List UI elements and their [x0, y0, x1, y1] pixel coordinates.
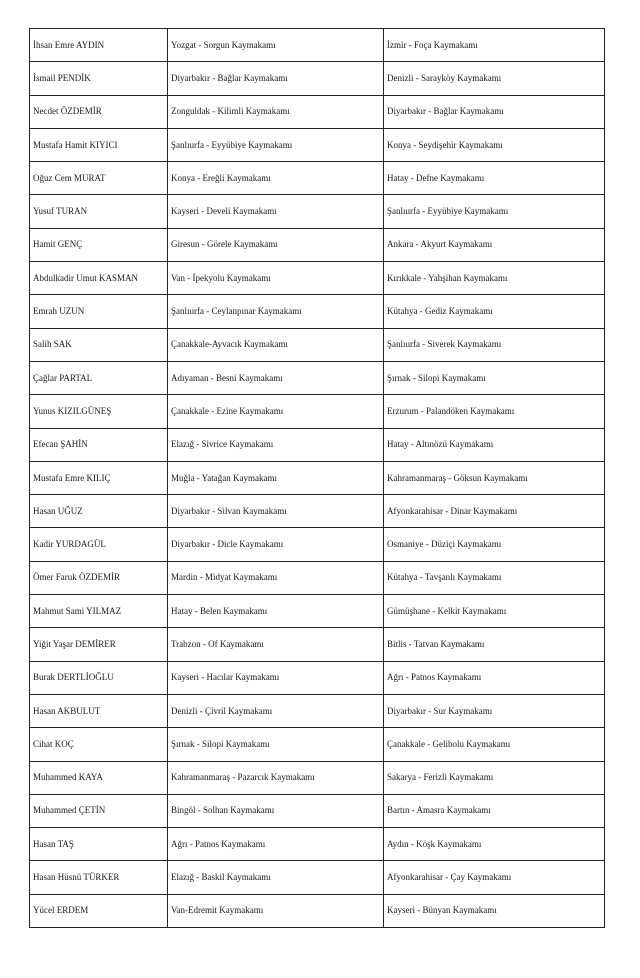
current-post-cell: Çanakkale - Ezine Kaymakamı — [168, 395, 384, 428]
appointments-table-body — [30, 29, 605, 928]
table-row — [30, 195, 605, 228]
table-row — [30, 295, 605, 328]
table-row — [30, 361, 605, 394]
new-post-cell: Sakarya - Ferizli Kaymakamı — [384, 761, 605, 794]
current-post-cell: Şanlıurfa - Eyyübiye Kaymakamı — [168, 128, 384, 161]
new-post-cell: Osmaniye - Düziçi Kaymakamı — [384, 528, 605, 561]
new-post-cell: Konya - Seydişehir Kaymakamı — [384, 128, 605, 161]
person-name-cell: Oğuz Cem MURAT — [30, 162, 168, 195]
table-row — [30, 328, 605, 361]
table-row — [30, 428, 605, 461]
person-name-cell: Ömer Faruk ÖZDEMİR — [30, 561, 168, 594]
person-name-cell: Cihat KOÇ — [30, 728, 168, 761]
new-post-cell: Diyarbakır - Sur Kaymakamı — [384, 694, 605, 727]
new-post-cell: Denizli - Sarayköy Kaymakamı — [384, 62, 605, 95]
current-post-cell: Ağrı - Patnos Kaymakamı — [168, 828, 384, 861]
current-post-cell: Van - İpekyolu Kaymakamı — [168, 262, 384, 295]
table-row — [30, 861, 605, 894]
table-row — [30, 528, 605, 561]
current-post-cell: Trabzon - Of Kaymakamı — [168, 628, 384, 661]
table-row — [30, 794, 605, 827]
current-post-cell: Şırnak - Silopi Kaymakamı — [168, 728, 384, 761]
current-post-cell: Giresun - Görele Kaymakamı — [168, 228, 384, 261]
new-post-cell: Afyonkarahisar - Dinar Kaymakamı — [384, 495, 605, 528]
person-name-cell: Muhammed KAYA — [30, 761, 168, 794]
table-row — [30, 95, 605, 128]
person-name-cell: Mahmut Sami YILMAZ — [30, 595, 168, 628]
person-name-cell: Efecan ŞAHİN — [30, 428, 168, 461]
current-post-cell: Kayseri - Hacılar Kaymakamı — [168, 661, 384, 694]
table-row — [30, 29, 605, 62]
person-name-cell: Yunus KIZILGÜNEŞ — [30, 395, 168, 428]
table-row — [30, 694, 605, 727]
table-row — [30, 661, 605, 694]
person-name-cell: Mustafa Hamit KIYICI — [30, 128, 168, 161]
person-name-cell: Çağlar PARTAL — [30, 361, 168, 394]
new-post-cell: İzmir - Foça Kaymakamı — [384, 29, 605, 62]
current-post-cell: Denizli - Çivril Kaymakamı — [168, 694, 384, 727]
new-post-cell: Hatay - Altınözü Kaymakamı — [384, 428, 605, 461]
table-row — [30, 628, 605, 661]
person-name-cell: Kadir YURDAGÜL — [30, 528, 168, 561]
person-name-cell: Yücel ERDEM — [30, 894, 168, 927]
new-post-cell: Gümüşhane - Kelkit Kaymakamı — [384, 595, 605, 628]
current-post-cell: Kayseri - Develi Kaymakamı — [168, 195, 384, 228]
current-post-cell: Diyarbakır - Dicle Kaymakamı — [168, 528, 384, 561]
person-name-cell: Hasan TAŞ — [30, 828, 168, 861]
new-post-cell: Erzurum - Palandöken Kaymakamı — [384, 395, 605, 428]
table-row — [30, 395, 605, 428]
new-post-cell: Şanlıurfa - Eyyübiye Kaymakamı — [384, 195, 605, 228]
person-name-cell: Mustafa Emre KILIÇ — [30, 461, 168, 494]
new-post-cell: Şırnak - Silopi Kaymakamı — [384, 361, 605, 394]
person-name-cell: Necdet ÖZDEMİR — [30, 95, 168, 128]
current-post-cell: Muğla - Yatağan Kaymakamı — [168, 461, 384, 494]
table-row — [30, 761, 605, 794]
person-name-cell: İhsan Emre AYDIN — [30, 29, 168, 62]
current-post-cell: Diyarbakır - Bağlar Kaymakamı — [168, 62, 384, 95]
current-post-cell: Hatay - Belen Kaymakamı — [168, 595, 384, 628]
table-row — [30, 828, 605, 861]
person-name-cell: Burak DERTLİOĞLU — [30, 661, 168, 694]
current-post-cell: Şanlıurfa - Ceylanpınar Kaymakamı — [168, 295, 384, 328]
current-post-cell: Yozgat - Sorgun Kaymakamı — [168, 29, 384, 62]
current-post-cell: Bingöl - Solhan Kaymakamı — [168, 794, 384, 827]
person-name-cell: Hasan Hüsnü TÜRKER — [30, 861, 168, 894]
table-row — [30, 595, 605, 628]
table-row — [30, 495, 605, 528]
table-row — [30, 62, 605, 95]
table-row — [30, 128, 605, 161]
person-name-cell: İsmail PENDİK — [30, 62, 168, 95]
person-name-cell: Yiğit Yaşar DEMİRER — [30, 628, 168, 661]
new-post-cell: Şanlıurfa - Siverek Kaymakamı — [384, 328, 605, 361]
person-name-cell: Salih SAK — [30, 328, 168, 361]
new-post-cell: Ağrı - Patnos Kaymakamı — [384, 661, 605, 694]
current-post-cell: Mardin - Midyat Kaymakamı — [168, 561, 384, 594]
new-post-cell: Bartın - Amasra Kaymakamı — [384, 794, 605, 827]
new-post-cell: Kırıkkale - Yahşihan Kaymakamı — [384, 262, 605, 295]
person-name-cell: Yusuf TURAN — [30, 195, 168, 228]
new-post-cell: Bitlis - Tatvan Kaymakamı — [384, 628, 605, 661]
table-row — [30, 894, 605, 927]
new-post-cell: Afyonkarahisar - Çay Kaymakamı — [384, 861, 605, 894]
new-post-cell: Hatay - Defne Kaymakamı — [384, 162, 605, 195]
current-post-cell: Elazığ - Baskil Kaymakamı — [168, 861, 384, 894]
new-post-cell: Kahramanmaraş - Göksun Kaymakamı — [384, 461, 605, 494]
person-name-cell: Hamit GENÇ — [30, 228, 168, 261]
current-post-cell: Zonguldak - Kilimli Kaymakamı — [168, 95, 384, 128]
person-name-cell: Muhammed ÇETİN — [30, 794, 168, 827]
table-row — [30, 162, 605, 195]
new-post-cell: Kayseri - Bünyan Kaymakamı — [384, 894, 605, 927]
current-post-cell: Kahramanmaraş - Pazarcık Kaymakamı — [168, 761, 384, 794]
current-post-cell: Van-Edremit Kaymakamı — [168, 894, 384, 927]
person-name-cell: Hasan AKBULUT — [30, 694, 168, 727]
person-name-cell: Abdulkadir Umut KASMAN — [30, 262, 168, 295]
person-name-cell: Hasan UĞUZ — [30, 495, 168, 528]
new-post-cell: Aydın - Köşk Kaymakamı — [384, 828, 605, 861]
new-post-cell: Ankara - Akyurt Kaymakamı — [384, 228, 605, 261]
person-name-cell: Emrah UZUN — [30, 295, 168, 328]
table-row — [30, 728, 605, 761]
table-row — [30, 561, 605, 594]
table-row — [30, 461, 605, 494]
current-post-cell: Çanakkale-Ayvacık Kaymakamı — [168, 328, 384, 361]
current-post-cell: Adıyaman - Besni Kaymakamı — [168, 361, 384, 394]
new-post-cell: Çanakkale - Gelibolu Kaymakamı — [384, 728, 605, 761]
table-row — [30, 262, 605, 295]
current-post-cell: Elazığ - Sivrice Kaymakamı — [168, 428, 384, 461]
new-post-cell: Diyarbakır - Bağlar Kaymakamı — [384, 95, 605, 128]
new-post-cell: Kütahya - Tavşanlı Kaymakamı — [384, 561, 605, 594]
table-row — [30, 228, 605, 261]
current-post-cell: Konya - Ereğli Kaymakamı — [168, 162, 384, 195]
current-post-cell: Diyarbakır - Silvan Kaymakamı — [168, 495, 384, 528]
new-post-cell: Kütahya - Gediz Kaymakamı — [384, 295, 605, 328]
appointments-table — [29, 28, 605, 928]
